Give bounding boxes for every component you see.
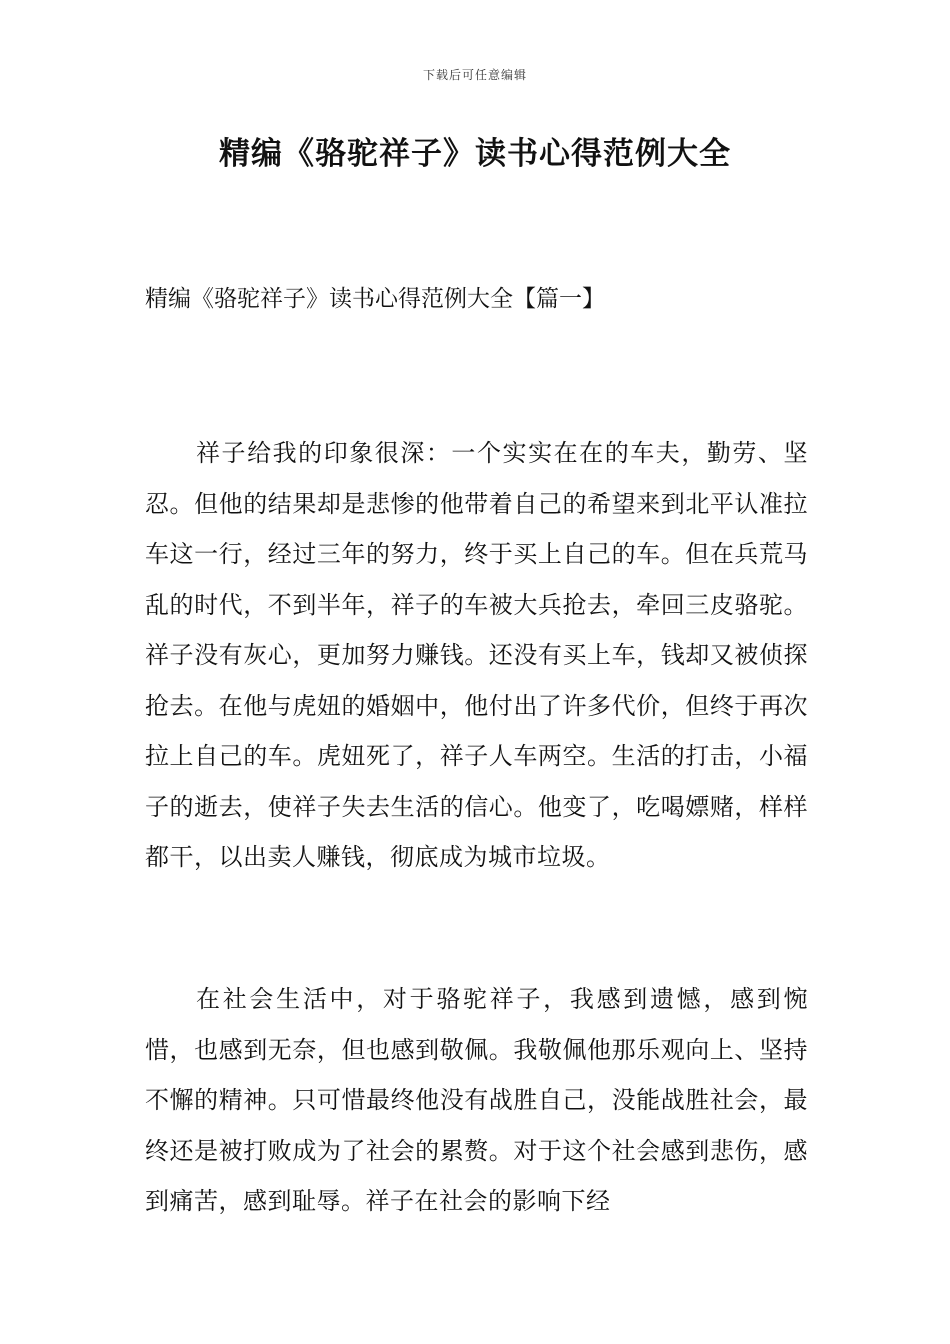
section-heading: 精编《骆驼祥子》读书心得范例大全【篇一】 xyxy=(145,286,605,312)
body-paragraph-2: 在社会生活中，对于骆驼祥子，我感到遗憾，感到惋惜，也感到无奈，但也感到敬佩。我敬佩他那乐观向上、坚持不懈的精神。只可惜最终他没有战胜自己，没能战胜社会，最终还是被打败成为了社会的累赘。对于这个社会感到悲伤，感到痛苦，感到耻辱。祥子在社会的影响下经 xyxy=(145,985,808,1215)
header-note: 下载后可任意编辑 xyxy=(422,68,527,82)
document-title: 精编《骆驼祥子》读书心得范例大全 xyxy=(219,136,731,172)
body-paragraph-1: 祥子给我的印象很深：一个实实在在的车夫，勤劳、坚忍。但他的结果却是悲惨的他带着自己的希望来到北平认准拉车这一行，经过三年的努力，终于买上自己的车。但在兵荒马乱的时代，不到半年，祥子的车被大兵抢去，牵回三皮骆驼。祥子没有灰心，更加努力赚钱。还没有买上车，钱却又被侦探抢去。在他与虎妞的婚姻中，他付出了许多代价，但终于再次拉上自己的车。虎妞死了，祥子人车两空。生活的打击，小福子的逝去，使祥子失去生活的信心。他变了，吃喝嫖赌，样样都干，以出卖人赚钱，彻底成为城市垃圾。 xyxy=(145,439,808,871)
